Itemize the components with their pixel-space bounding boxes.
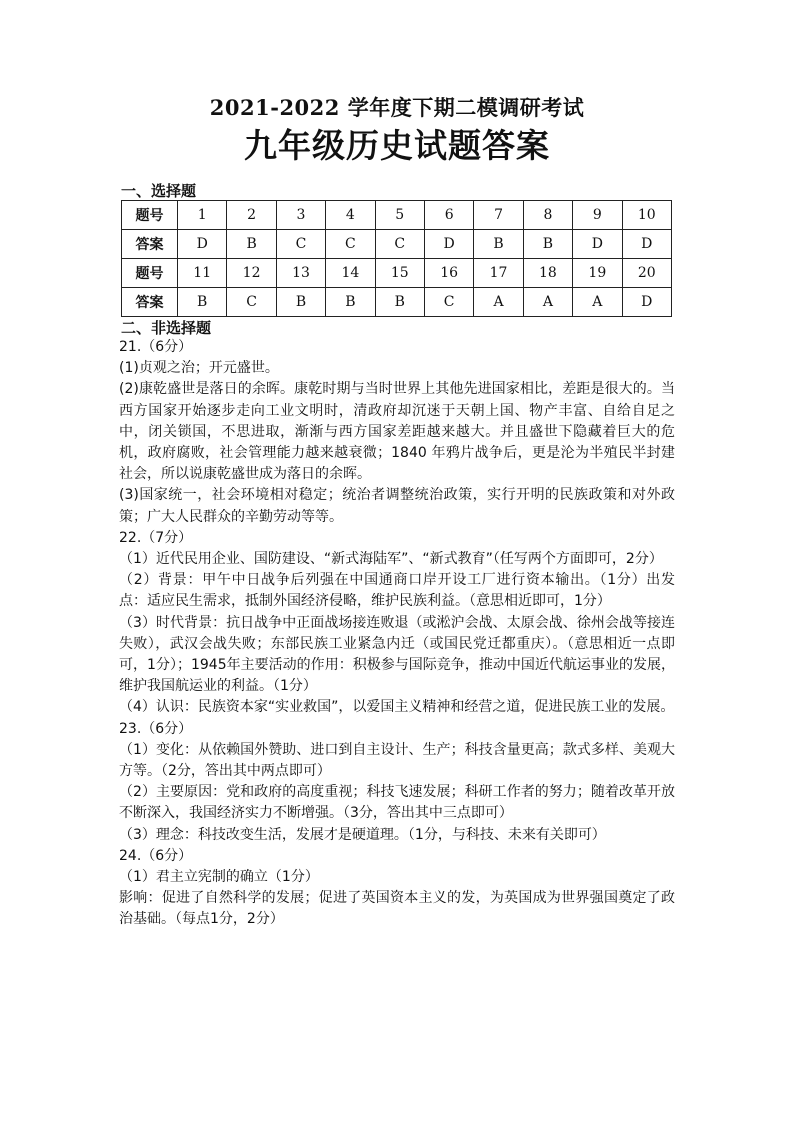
- answer-body: [119, 337, 675, 931]
- answer-cell: C: [375, 230, 424, 259]
- answer-paragraph: 21.（6分）: [119, 339, 193, 355]
- question-number-cell: 12: [227, 259, 276, 288]
- answer-cell: B: [276, 288, 325, 317]
- answer-cell: C: [424, 288, 473, 317]
- answer-paragraph: 影响：促进了自然科学的发展；促进了英国资本主义的发，为英国成为世界强国奠定了政治基础。（每点1分，2分）: [119, 890, 675, 928]
- answer-cell: B: [326, 288, 375, 317]
- question-number-cell: 4: [326, 201, 375, 230]
- answer-paragraph: （2）主要原因：党和政府的高度重视；科技飞速发展；科研工作者的努力；随着改革开放不断深入，我国经济实力不断增强。（3分，答出其中三点即可）: [119, 784, 675, 822]
- answer-paragraph: (2)康乾盛世是落日的余晖。康乾时期与当时世界上其他先进国家相比，差距是很大的。当西方国家开始逐步走向工业文明时，清政府却沉迷于天朝上国、物产丰富、自给自足之中，闭关锁国，不思进取，渐渐与西方国家差距越来越大。并且盛世下隐藏着巨大的危机，政府腐败，社会管理能力越来越衰微；1840 年鸦片战争后，更是沦为半殖民半封建社会，所以说康乾盛世成为落日的余晖。: [119, 381, 675, 483]
- question-number-cell: 6: [424, 201, 473, 230]
- section-heading-choice: 一、选择题: [121, 182, 197, 200]
- answer-paragraph: 22.（7分）: [119, 529, 193, 546]
- table-row-questions: [122, 259, 672, 288]
- question-number-cell: 16: [424, 259, 473, 288]
- answer-cell: D: [178, 230, 227, 259]
- question-number-cell: 20: [622, 259, 671, 288]
- answer-cell: B: [375, 288, 424, 317]
- answer-cell: C: [276, 230, 325, 259]
- table-row-answers: [122, 230, 672, 259]
- answer-paragraph: （3）理念：科技改变生活，发展才是硬道理。（1分，与科技、未来有关即可）: [119, 826, 606, 843]
- exam-subtitle: 2021-2022 学年度下期二模调研考试: [209, 95, 585, 120]
- answer-cell: D: [424, 230, 473, 259]
- question-number-cell: 11: [178, 259, 227, 288]
- answer-cell: B: [178, 288, 227, 317]
- row-label-answer: 答案: [122, 230, 178, 259]
- question-number-cell: 18: [523, 259, 572, 288]
- answer-paragraph: （1）近代民用企业、国防建设、“新式海陆军”、“新式教育”（任写两个方面即可，2分）: [119, 551, 663, 568]
- section-heading-nonchoice: 二、非选择题: [121, 319, 212, 337]
- answer-cell: C: [227, 288, 276, 317]
- answer-cell: B: [227, 230, 276, 259]
- answer-paragraph: （2）背景：甲午中日战争后列强在中国通商口岸开设工厂进行资本输出。（1分）出发点：适应民生需求，抵制外国经济侵略，维护民族利益。（意思相近即可，1分）: [119, 572, 675, 610]
- answer-paragraph: (3)国家统一，社会环境相对稳定；统治者调整统治政策，实行开明的民族政策和对外政策；广大人民群众的辛勤劳动等等。: [119, 487, 675, 525]
- question-number-cell: 17: [474, 259, 523, 288]
- question-number-cell: 9: [573, 201, 622, 230]
- answer-paragraph: （3）时代背景：抗日战争中正面战场接连败退（或淞沪会战、太原会战、徐州会战等接连失败），武汉会战失败；东部民族工业紧急内迁（或国民党迁都重庆）。（意思相近一点即可，1分）；1945年主要活动的作用：积极参与国际竞争，推动中国近代航运事业的发展，维护我国航运业的利益。（1分）: [119, 614, 675, 695]
- answer-cell: D: [622, 230, 671, 259]
- question-number-cell: 14: [326, 259, 375, 288]
- question-number-cell: 3: [276, 201, 325, 230]
- answer-paragraph: 24.（6分）: [119, 847, 193, 864]
- question-number-cell: 19: [573, 259, 622, 288]
- answer-cell: A: [523, 288, 572, 317]
- answer-cell: D: [622, 288, 671, 317]
- answer-paragraph: 23.（6分）: [119, 720, 193, 737]
- exam-title: 九年级历史试题答案: [244, 126, 550, 165]
- row-label-answer: 答案: [122, 288, 178, 317]
- answer-cell: C: [326, 230, 375, 259]
- question-number-cell: 5: [375, 201, 424, 230]
- question-number-cell: 13: [276, 259, 325, 288]
- question-number-cell: 7: [474, 201, 523, 230]
- question-number-cell: 10: [622, 201, 671, 230]
- answer-cell: A: [573, 288, 622, 317]
- answer-cell: D: [573, 230, 622, 259]
- question-number-cell: 15: [375, 259, 424, 288]
- question-number-cell: 8: [523, 201, 572, 230]
- answer-paragraph: (1)贞观之治；开元盛世。: [119, 360, 279, 377]
- answer-paragraph: （1）君主立宪制的确立（1分）: [119, 869, 319, 886]
- answer-cell: A: [474, 288, 523, 317]
- table-row-questions: [122, 201, 672, 230]
- answer-table: [121, 200, 672, 317]
- row-label-question: 题号: [122, 201, 178, 230]
- row-label-question: 题号: [122, 259, 178, 288]
- question-number-cell: 1: [178, 201, 227, 230]
- table-row-answers: [122, 288, 672, 317]
- answer-cell: B: [523, 230, 572, 259]
- answer-paragraph: （4）认识：民族资本家“实业救国”，以爱国主义精神和经营之道，促进民族工业的发展。: [119, 699, 675, 716]
- question-number-cell: 2: [227, 201, 276, 230]
- answer-cell: B: [474, 230, 523, 259]
- answer-paragraph: （1）变化：从依赖国外赞助、进口到自主设计、生产；科技含量更高；款式多样、美观大方等。（2分，答出其中两点即可）: [119, 741, 675, 780]
